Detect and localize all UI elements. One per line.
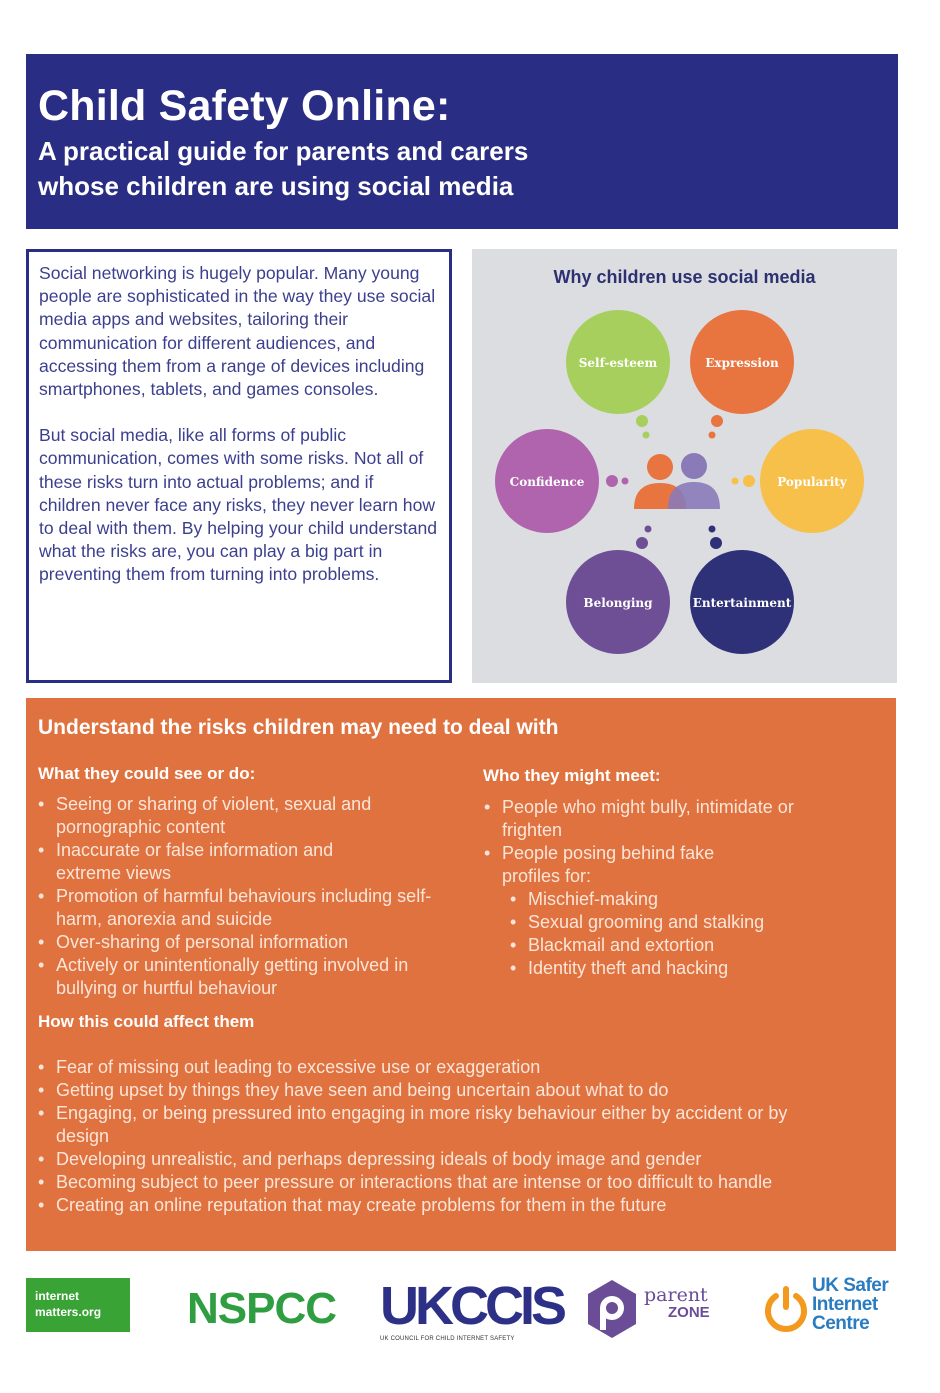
logo-text: matters.org xyxy=(35,1305,102,1319)
reason-entertainment xyxy=(690,550,794,654)
reason-popularity xyxy=(760,429,864,533)
reason-confidence xyxy=(495,429,599,533)
connector-dots xyxy=(606,415,755,549)
reason-label: Expression xyxy=(705,356,779,370)
subtitle-line-2: whose children are using social media xyxy=(38,171,514,201)
logo-text: UK Safer xyxy=(812,1275,889,1296)
reason-expression xyxy=(690,310,794,414)
list-item: • Inaccurate or false information and extreme views xyxy=(28,839,468,885)
ukccis-logo xyxy=(380,1278,563,1342)
uk-safer-internet-centre-logo xyxy=(762,1276,902,1340)
logo-caption: UK COUNCIL FOR CHILD INTERNET SAFETY xyxy=(380,1336,515,1342)
page-subtitle xyxy=(38,134,528,204)
reason-label: Entertainment xyxy=(692,596,792,610)
list-item: • People who might bully, intimidate or frighten xyxy=(474,796,854,842)
list-item: • Becoming subject to peer pressure or interactions that are intense or too difficult to handle xyxy=(28,1171,883,1194)
list-item: • People posing behind fake profiles for: xyxy=(474,842,854,888)
power-icon xyxy=(762,1282,810,1338)
see-heading: What they could see or do: xyxy=(38,764,256,783)
reason-belonging xyxy=(566,550,670,654)
logo-text: UKCCIS xyxy=(380,1276,564,1336)
logo-text xyxy=(644,1286,710,1322)
logo-text: Internet xyxy=(812,1294,878,1315)
why-diagram xyxy=(472,249,897,683)
header-banner xyxy=(26,54,898,229)
logo-text: parent xyxy=(644,1284,708,1306)
logo-text: internet xyxy=(35,1289,80,1303)
list-item: • Promotion of harmful behaviours including self-harm, anorexia and suicide xyxy=(28,885,468,931)
logo-text: Centre xyxy=(812,1313,870,1334)
intro-box xyxy=(26,249,452,683)
partner-logos xyxy=(0,1270,940,1360)
sub-list-item: • Blackmail and extortion xyxy=(474,934,854,957)
list-item: • Creating an online reputation that may create problems for them in the future xyxy=(28,1194,883,1217)
list-item: • Engaging, or being pressured into engaging in more risky behaviour either by accident or by design xyxy=(28,1102,883,1148)
internet-matters-logo xyxy=(26,1278,130,1332)
sub-list-item: • Sexual grooming and stalking xyxy=(474,911,854,934)
meet-list xyxy=(474,796,854,980)
reason-self-esteem xyxy=(566,310,670,414)
list-item: • Fear of missing out leading to excessive use or exaggeration xyxy=(28,1056,883,1079)
list-item: • Developing unrealistic, and perhaps depressing ideals of body image and gender xyxy=(28,1148,883,1171)
intro-paragraph-1: Social networking is hugely popular. Many young people are sophisticated in the way they use social media apps and websites, tailoring their communication for different audiences, and accessing them from a range of devices including smartphones, tablets, and games consoles. xyxy=(39,263,436,400)
list-item: • Actively or unintentionally getting involved in bullying or hurtful behaviour xyxy=(28,954,468,1000)
logo-text xyxy=(812,1276,888,1333)
risks-heading: Understand the risks children may need to deal with xyxy=(38,716,559,739)
nspcc-logo: NSPCC xyxy=(187,1284,337,1333)
sub-list-item: • Mischief-making xyxy=(474,888,854,911)
sub-list-item: • Identity theft and hacking xyxy=(474,957,854,980)
risks-section xyxy=(26,698,896,1251)
see-list xyxy=(28,793,468,1000)
meet-heading: Who they might meet: xyxy=(483,766,661,785)
list-item: • Getting upset by things they have seen and being uncertain about what to do xyxy=(28,1079,883,1102)
reason-label: Popularity xyxy=(777,475,847,489)
reasons-diagram xyxy=(472,249,897,683)
parent-zone-icon xyxy=(584,1278,640,1340)
reason-label: Confidence xyxy=(509,475,585,489)
subtitle-line-1: A practical guide for parents and carers xyxy=(38,136,529,166)
list-item: • Seeing or sharing of violent, sexual and pornographic content xyxy=(28,793,468,839)
people-icon xyxy=(634,453,720,509)
parent-zone-logo xyxy=(584,1278,714,1340)
list-item: • Over-sharing of personal information xyxy=(28,931,468,954)
intro-paragraph-2: But social media, like all forms of public communication, comes with some risks. Not all of these risks turn into actual problems; and if children never face any risks, they never learn how to deal with them. By helping your child understand what the risks are, you can play a big part in preventing them from turning into problems. xyxy=(39,425,438,585)
page-title: Child Safety Online: xyxy=(38,82,451,130)
affect-heading: How this could affect them xyxy=(38,1012,255,1031)
reason-label: Self-esteem xyxy=(578,356,658,370)
reason-label: Belonging xyxy=(583,596,653,610)
affect-list xyxy=(28,1056,883,1217)
logo-text: ZONE xyxy=(668,1304,710,1321)
why-diagram-title: Why children use social media xyxy=(553,267,816,287)
